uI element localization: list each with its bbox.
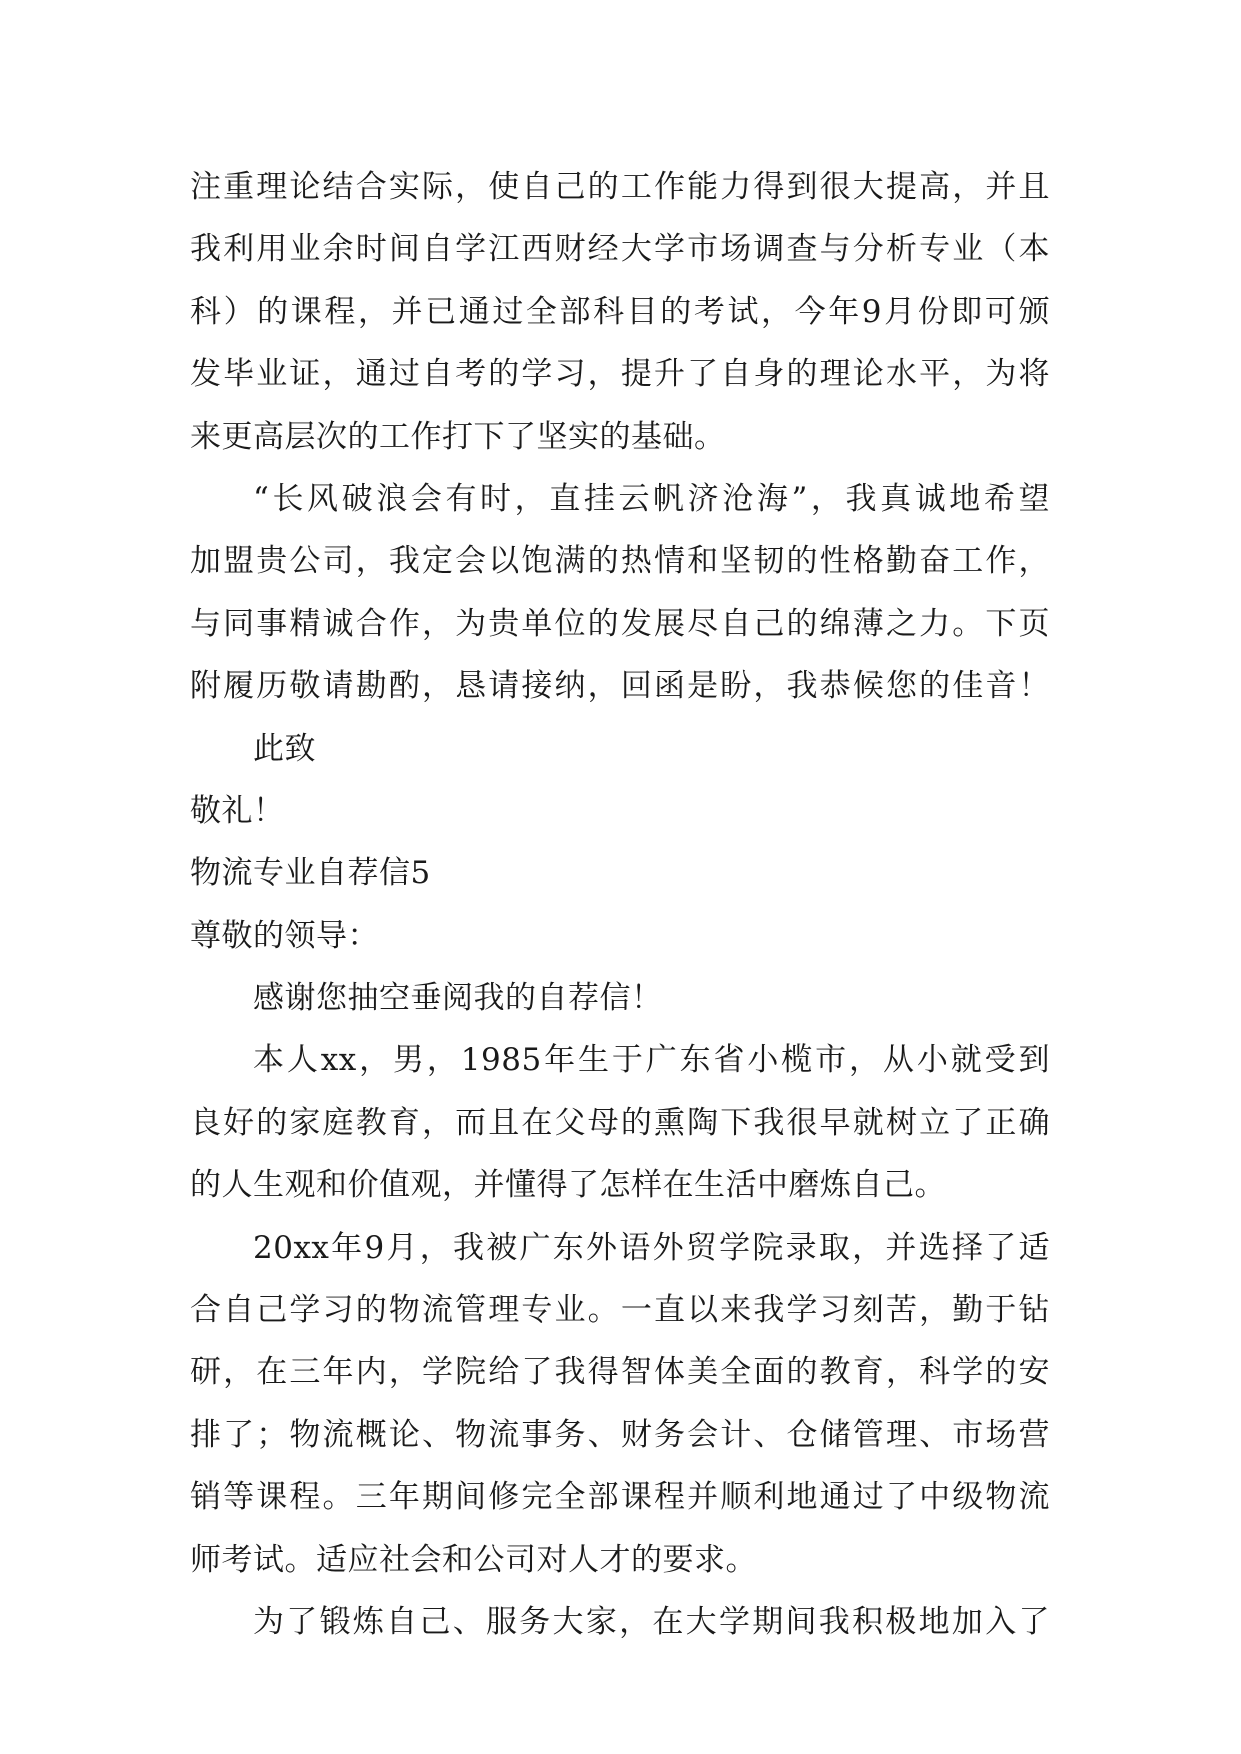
- text-line: 注重理论结合实际，使自己的工作能力得到很大提高，并且: [190, 169, 1050, 205]
- text-line: 本人xx，男，1985年生于广东省小榄市，从小就受到: [253, 1042, 1050, 1079]
- salutation: 敬礼！: [190, 792, 285, 829]
- text-line: 我利用业余时间自学江西财经大学市场调查与分析专业（本: [190, 231, 1050, 268]
- text-line: 发毕业证，通过自考的学习，提升了自身的理论水平，为将: [190, 356, 1050, 393]
- text-line: “长风破浪会有时，直挂云帆济沧海”，我真诚地希望: [253, 480, 1050, 517]
- text-line: 的人生观和价值观，并懂得了怎样在生活中磨炼自己。: [190, 1167, 946, 1204]
- text-line: 附履历敬请勘酌，恳请接纳，回函是盼，我恭候您的佳音！: [190, 668, 1050, 705]
- section-title: 物流专业自荐信5: [190, 855, 431, 892]
- text-line: 排了；物流概论、物流事务、财务会计、仓储管理、市场营: [190, 1416, 1050, 1453]
- text-line: 来更高层次的工作打下了坚实的基础。: [190, 418, 726, 455]
- text-line: 加盟贵公司，我定会以饱满的热情和坚韧的性格勤奋工作，: [190, 543, 1050, 580]
- text-line: 为了锻炼自己、服务大家，在大学期间我积极地加入了: [253, 1603, 1050, 1640]
- text-line: 研，在三年内，学院给了我得智体美全面的教育，科学的安: [190, 1354, 1050, 1391]
- text-line: 师考试。适应社会和公司对人才的要求。: [190, 1541, 757, 1578]
- text-line: 合自己学习的物流管理专业。一直以来我学习刻苦，勤于钻: [190, 1292, 1050, 1329]
- text-line: 20xx年9月，我被广东外语外贸学院录取，并选择了适: [253, 1229, 1050, 1266]
- text-line: 与同事精诚合作，为贵单位的发展尽自己的绵薄之力。下页: [190, 605, 1050, 642]
- closing-line: 此致: [253, 730, 316, 767]
- greeting: 尊敬的领导：: [190, 917, 379, 954]
- letter-body: [190, 156, 1050, 1653]
- text-line: 科）的课程，并已通过全部科目的考试，今年9月份即可颁: [190, 293, 1050, 330]
- text-line: 良好的家庭教育，而且在父母的熏陶下我很早就树立了正确: [190, 1104, 1050, 1141]
- text-line: 销等课程。三年期间修完全部课程并顺利地通过了中级物流: [190, 1479, 1050, 1516]
- text-line: 感谢您抽空垂阅我的自荐信！: [253, 980, 663, 1017]
